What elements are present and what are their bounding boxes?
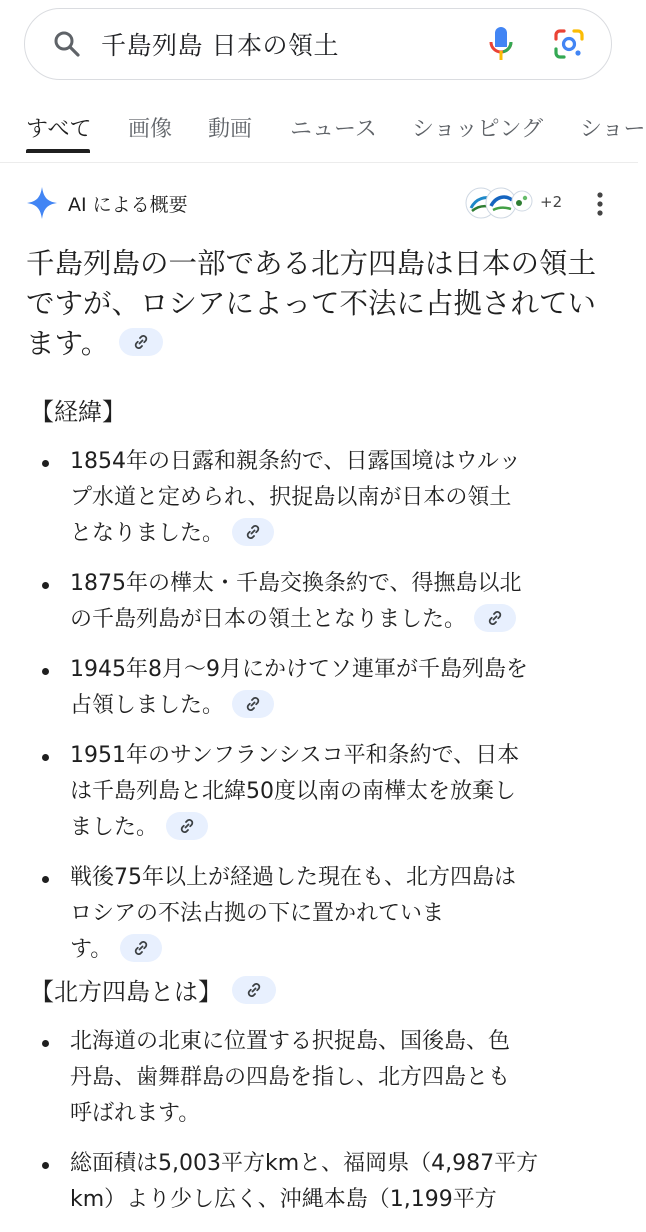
tab-shopping[interactable]: ショッピング (412, 117, 544, 142)
summary-line: 千島列島の一部である北方四島は日本の領土 (26, 247, 597, 280)
tabs-divider (0, 162, 638, 163)
citation-link-button[interactable] (474, 604, 516, 632)
more-options-icon[interactable] (588, 188, 612, 220)
link-icon (486, 609, 504, 627)
active-tab-indicator (26, 149, 90, 153)
list-item: 1945年8月～9月にかけてソ連軍が千島列島を 占領しました。 (40, 652, 620, 724)
citation-link-button[interactable] (119, 328, 163, 356)
link-icon (178, 817, 196, 835)
tab-videos[interactable]: 動画 (208, 117, 253, 142)
link-icon (244, 523, 262, 541)
section-title-history: 【経緯】 (30, 398, 126, 426)
mic-icon[interactable] (485, 24, 517, 64)
ai-overview-title: AI による概要 (68, 194, 188, 216)
northern-territories-list (40, 1024, 620, 1232)
link-icon (132, 333, 150, 351)
tab-images[interactable]: 画像 (128, 117, 173, 142)
tab-shorts[interactable]: ショー (580, 117, 646, 142)
search-input[interactable]: 千島列島 日本の領土 (101, 31, 339, 60)
link-icon (244, 695, 262, 713)
search-bar[interactable] (24, 8, 612, 80)
list-item: 北海道の北東に位置する択捉島、国後島、色 丹島、歯舞群島の四島を指し、北方四島とも 呼ばれます。 (40, 1024, 620, 1132)
ai-overview-summary (26, 244, 626, 364)
source-logos-icon[interactable] (462, 186, 538, 220)
lens-icon[interactable] (551, 26, 587, 62)
citation-link-button[interactable] (166, 812, 208, 840)
ai-overview-header (26, 184, 616, 224)
citation-link-button[interactable] (120, 934, 162, 962)
citation-link-button[interactable] (232, 690, 274, 718)
search-tabs (0, 102, 646, 160)
tab-all[interactable]: すべて (26, 117, 92, 142)
section-title-northern-territories: 【北方四島とは】 (30, 972, 276, 1007)
list-item: 1875年の樺太・千島交換条約で、得撫島以北 の千島列島が日本の領土となりました。 (40, 566, 620, 638)
search-box[interactable] (24, 8, 612, 80)
citation-link-button[interactable] (232, 518, 274, 546)
list-item: 戦後75年以上が経過した現在も、北方四島は ロシアの不法占拠の下に置かれていま す。 (40, 860, 620, 968)
ai-sparkle-icon (26, 186, 58, 220)
list-item: 1854年の日露和親条約で、日露国境はウルッ プ水道と定められ、択捉島以南が日本の領土 となりました。 (40, 444, 620, 552)
search-icon[interactable] (51, 28, 83, 60)
summary-line: ですが、ロシアによって不法に占拠されてい (26, 287, 597, 320)
tab-news[interactable]: ニュース (290, 117, 377, 142)
list-item: 1951年のサンフランシスコ平和条約で、日本 は千島列島と北緯50度以南の南樺太を放棄し ました。 (40, 738, 620, 846)
history-list (40, 444, 620, 982)
citation-link-button[interactable] (232, 976, 276, 1004)
summary-line-last: ます。 (26, 324, 626, 364)
more-sources-count[interactable]: +2 (540, 193, 563, 211)
list-item: 総面積は5,003平方kmと、福岡県（4,987平方 km）より少し広く、沖縄本島（1,199平方 (40, 1146, 620, 1218)
link-icon (245, 981, 263, 999)
link-icon (132, 939, 150, 957)
